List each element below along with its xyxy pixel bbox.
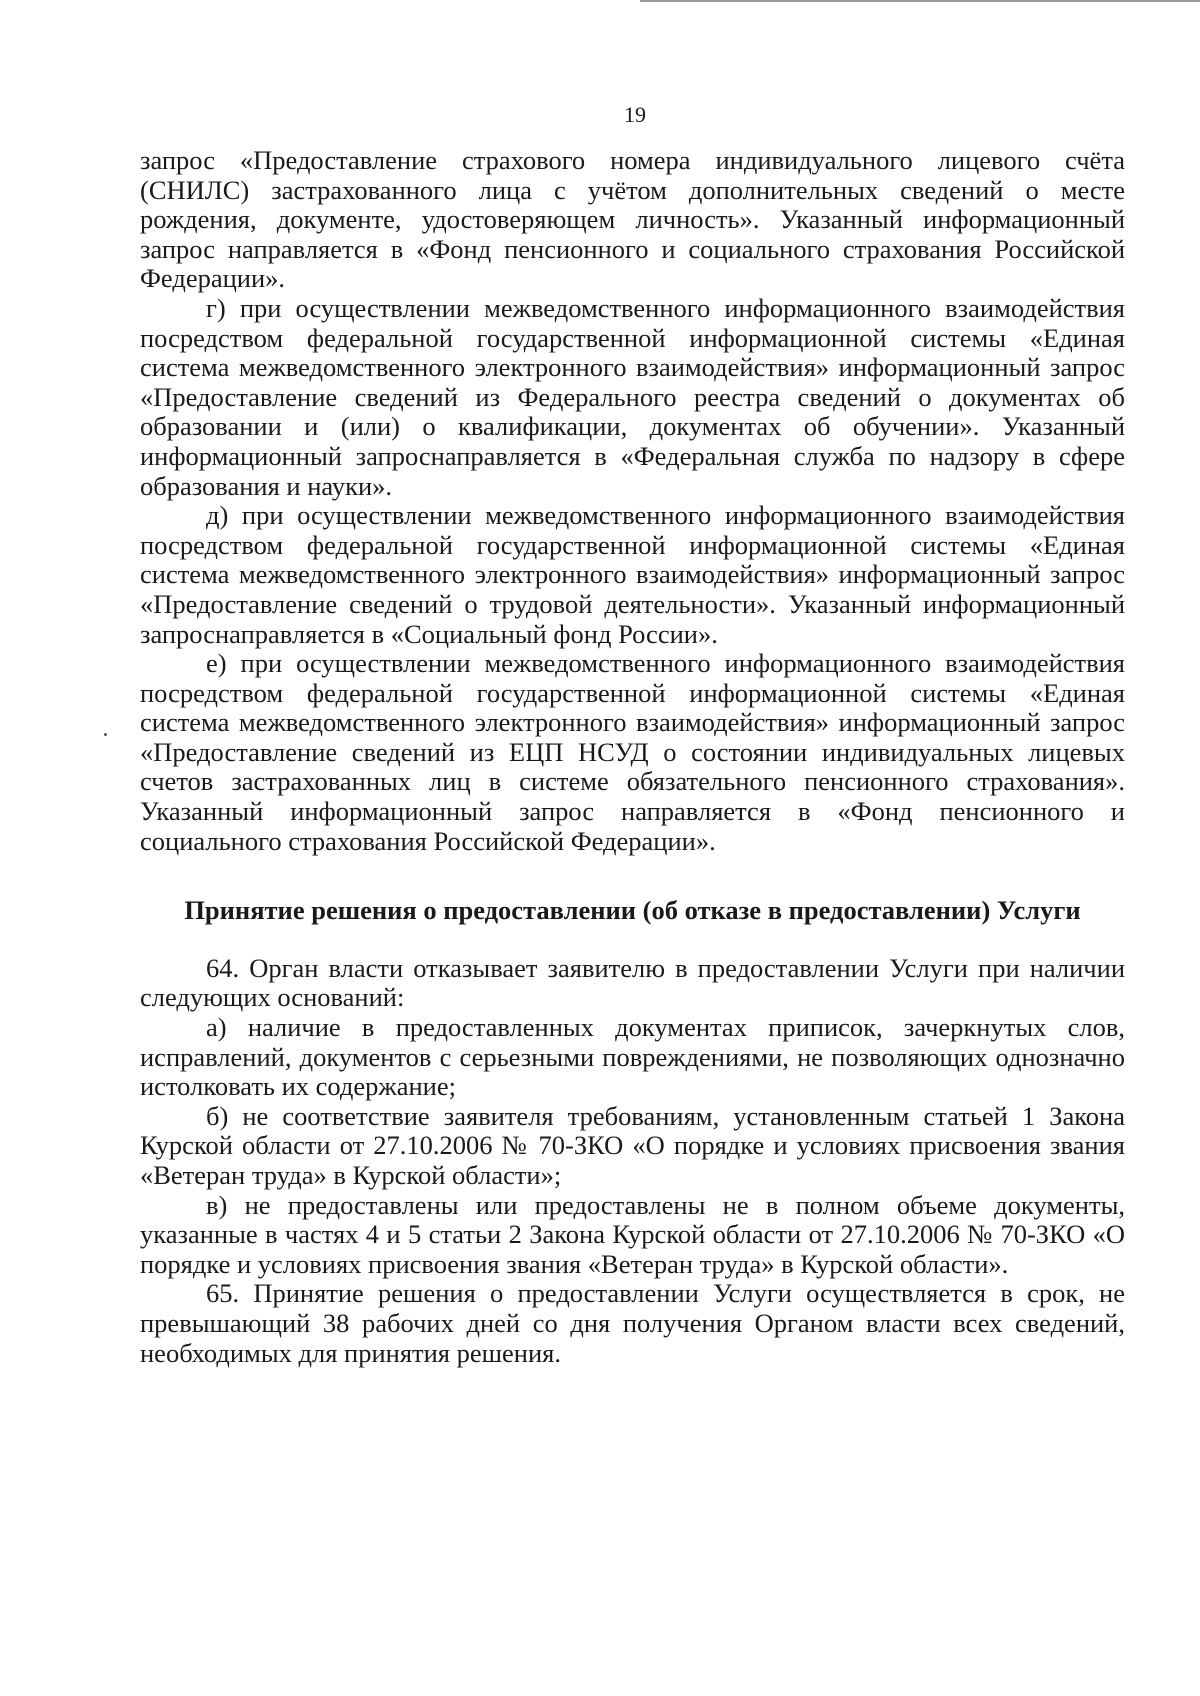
paragraph-item-v: в) не предоставлены или предоставлены не в полном объеме документы, указанные в частях 4 и 5 статьи 2 Закона Курской области от 27.10.2006 № 70-ЗКО «О порядке и условиях присвоения звания «Ветеран труда» в Курской области». bbox=[140, 1189, 1125, 1279]
scan-speck bbox=[104, 733, 107, 736]
page-number: 19 bbox=[624, 102, 646, 127]
paragraph-item-g: г) при осуществлении межведомственного информационного взаимодействия посредством федеральной государственной информационной системы «Единая система межведомственного электронного взаимодействия» информационный запрос «Предоставление сведений из Федерального реестра сведений о документах об образовании и (или) о квалификации, документах об обучении». Указанный информационный запроснаправляется в «Федеральная служба по надзору в сфере образования и науки». bbox=[140, 292, 1125, 501]
paragraph-continuation: запрос «Предоставление страхового номера индивидуального лицевого счёта (СНИЛС) застрахованного лица с учётом дополнительных сведений о месте рождения, документе, удостоверяющем личность». Указанный информационный запрос направляется в «Фонд пенсионного и социального страхования Российской Федерации». bbox=[140, 145, 1125, 294]
paragraph-item-a: а) наличие в предоставленных документах приписок, зачеркнутых слов, исправлений, документов с серьезными повреждениями, не позволяющих однозначно истолковать их содержание; bbox=[140, 1012, 1125, 1102]
paragraph-65: 65. Принятие решения о предоставлении Услуги осуществляется в срок, не превышающий 38 рабочих дней со дня получения Органом власти всех сведений, необходимых для принятия решения. bbox=[140, 1278, 1125, 1368]
paragraph-item-e: е) при осуществлении межведомственного информационного взаимодействия посредством федеральной государственной информационной системы «Единая система межведомственного электронного взаимодействия» информационный запрос «Предоставление сведений из ЕЦП НСУД о состоянии индивидуальных лицевых счетов застрахованных лиц в системе обязательного пенсионного страхования». Указанный информационный запрос направляется в «Фонд пенсионного и социального страхования Российской Федерации». bbox=[140, 648, 1125, 856]
paragraph-item-b: б) не соответствие заявителя требованиям, установленным статьей 1 Закона Курской области от 27.10.2006 № 70-ЗКО «О порядке и условиях присвоения звания «Ветеран труда» в Курской области»; bbox=[140, 1100, 1125, 1190]
section-heading: Принятие решения о предоставлении (об отказе в предоставлении) Услуги bbox=[184, 895, 1081, 926]
scan-edge-line bbox=[640, 0, 1200, 2]
paragraph-item-d: д) при осуществлении межведомственного информационного взаимодействия посредством федеральной государственной информационной системы «Единая система межведомственного электронного взаимодействия» информационный запрос «Предоставление сведений о трудовой деятельности». Указанный информационный запроснаправляется в «Социальный фонд России». bbox=[140, 500, 1125, 649]
document-body bbox=[140, 146, 1125, 1368]
paragraph-64: 64. Орган власти отказывает заявителю в предоставлении Услуги при наличии следующих оснований: bbox=[140, 952, 1125, 1013]
